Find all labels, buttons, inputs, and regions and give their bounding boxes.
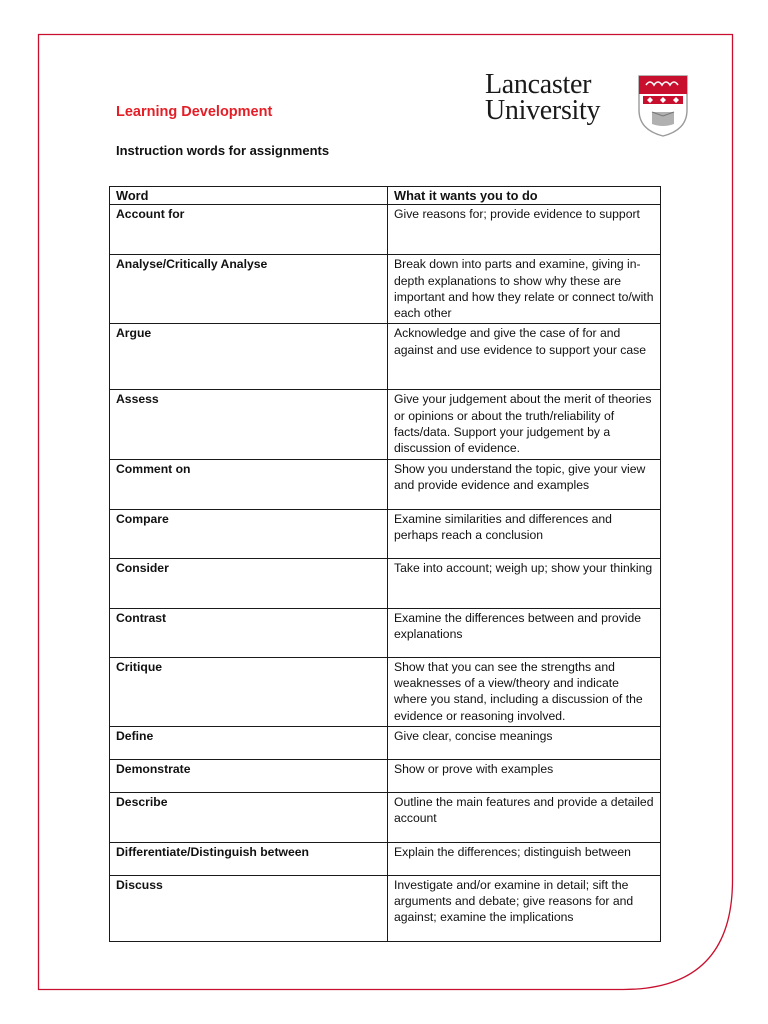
meaning-cell: Explain the differences; distinguish between xyxy=(388,842,661,875)
meaning-cell: Show or prove with examples xyxy=(388,759,661,792)
column-header-word: Word xyxy=(110,187,388,205)
table-row xyxy=(110,726,661,759)
meaning-cell: Give reasons for; provide evidence to support xyxy=(388,205,661,255)
meaning-cell: Break down into parts and examine, giving in-depth explanations to show why these are important and how they relate or connect to/with each other xyxy=(388,255,661,324)
table-row xyxy=(110,390,661,459)
table-row xyxy=(110,657,661,726)
table-row xyxy=(110,558,661,608)
table-row xyxy=(110,842,661,875)
instruction-words-table xyxy=(109,186,661,942)
word-cell: Argue xyxy=(110,324,388,390)
meaning-cell: Investigate and/or examine in detail; sift the arguments and debate; give reasons for and against; examine the implications xyxy=(388,875,661,941)
word-cell: Assess xyxy=(110,390,388,459)
table-row xyxy=(110,759,661,792)
meaning-cell: Examine similarities and differences and perhaps reach a conclusion xyxy=(388,509,661,558)
meaning-cell: Outline the main features and provide a detailed account xyxy=(388,792,661,842)
table-header-row xyxy=(110,187,661,205)
table-row xyxy=(110,255,661,324)
word-cell: Critique xyxy=(110,657,388,726)
logo-line-1: Lancaster xyxy=(485,69,592,100)
table-row xyxy=(110,324,661,390)
word-cell: Contrast xyxy=(110,608,388,657)
university-name xyxy=(485,69,601,126)
meaning-cell: Take into account; weigh up; show your thinking xyxy=(388,558,661,608)
meaning-cell: Acknowledge and give the case of for and against and use evidence to support your case xyxy=(388,324,661,390)
word-cell: Compare xyxy=(110,509,388,558)
meaning-cell: Show you understand the topic, give your view and provide evidence and examples xyxy=(388,459,661,509)
meaning-cell: Give clear, concise meanings xyxy=(388,726,661,759)
table-row xyxy=(110,509,661,558)
meaning-cell: Show that you can see the strengths and weaknesses of a view/theory and indicate where you stand, including a discussion of the evidence or reasoning involved. xyxy=(388,657,661,726)
table-row xyxy=(110,608,661,657)
crest-shield-icon xyxy=(637,74,689,138)
column-header-meaning: What it wants you to do xyxy=(388,187,661,205)
university-logo xyxy=(485,69,690,138)
word-cell: Analyse/Critically Analyse xyxy=(110,255,388,324)
logo-line-2: University xyxy=(485,95,601,126)
word-cell: Demonstrate xyxy=(110,759,388,792)
meaning-cell: Examine the differences between and provide explanations xyxy=(388,608,661,657)
table-row xyxy=(110,792,661,842)
word-cell: Comment on xyxy=(110,459,388,509)
word-cell: Discuss xyxy=(110,875,388,941)
word-cell: Account for xyxy=(110,205,388,255)
word-cell: Consider xyxy=(110,558,388,608)
page-subtitle: Instruction words for assignments xyxy=(116,143,330,158)
table-row xyxy=(110,459,661,509)
department-title: Learning Development xyxy=(116,104,273,120)
word-cell: Define xyxy=(110,726,388,759)
table-row xyxy=(110,205,661,255)
word-cell: Differentiate/Distinguish between xyxy=(110,842,388,875)
table-row xyxy=(110,875,661,941)
meaning-cell: Give your judgement about the merit of theories or opinions or about the truth/reliability of facts/data. Support your judgement by a discussion of evidence. xyxy=(388,390,661,459)
word-cell: Describe xyxy=(110,792,388,842)
